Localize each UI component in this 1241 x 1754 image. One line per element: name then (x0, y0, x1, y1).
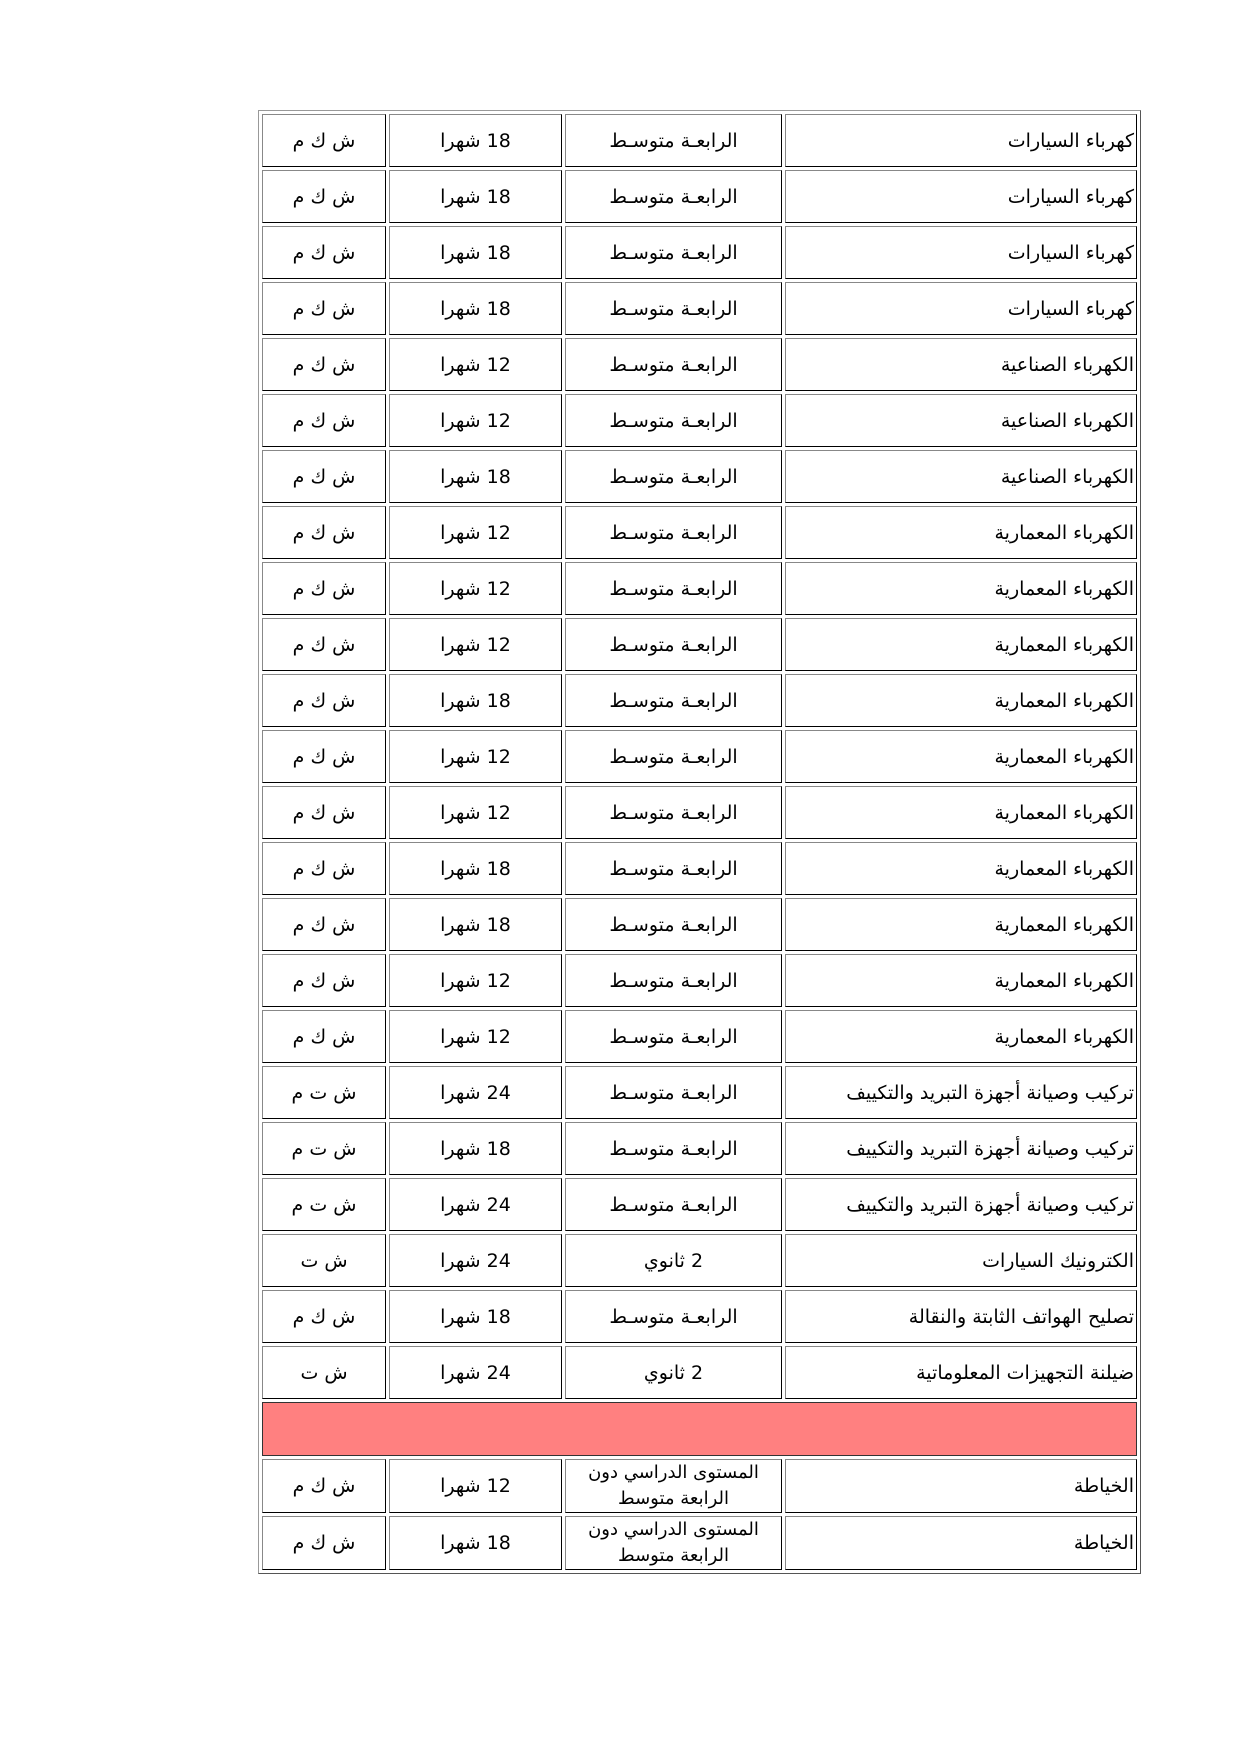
program-code-cell: ش ت (262, 1234, 386, 1287)
specialty-name-cell: الكترونيك السيارات (785, 1234, 1137, 1287)
specialty-name-cell: الكهرباء المعمارية (785, 954, 1137, 1007)
program-code-cell: ش ك م (262, 618, 386, 671)
program-code-cell: ش ك م (262, 954, 386, 1007)
required-level-cell: الرابعـة متوسـط (565, 842, 782, 895)
program-code-cell: ش ت م (262, 1066, 386, 1119)
duration-cell: 12 شهرا (389, 730, 562, 783)
table-row (262, 674, 1137, 727)
required-level-cell: الرابعـة متوسـط (565, 1066, 782, 1119)
table-row (262, 1459, 1137, 1513)
duration-cell: 12 شهرا (389, 1010, 562, 1063)
section-header-cell (262, 1402, 1137, 1456)
program-code-cell: ش ك م (262, 842, 386, 895)
program-code-cell: ش ك م (262, 506, 386, 559)
required-level-cell: الرابعـة متوسـط (565, 394, 782, 447)
required-level-cell: المستوى الدراسي دون الرابعة متوسط (565, 1459, 782, 1513)
required-level-cell: الرابعـة متوسـط (565, 1010, 782, 1063)
program-code-cell: ش ك م (262, 114, 386, 167)
program-code-cell: ش ك م (262, 674, 386, 727)
duration-cell: 18 شهرا (389, 226, 562, 279)
program-code-cell: ش ك م (262, 562, 386, 615)
required-level-cell: الرابعـة متوسـط (565, 730, 782, 783)
specialty-name-cell: تركيب وصيانة أجهزة التبريد والتكييف (785, 1122, 1137, 1175)
specialty-name-cell: كهرباء السيارات (785, 114, 1137, 167)
program-code-cell: ش ك م (262, 450, 386, 503)
document-page (258, 110, 1138, 1574)
program-code-cell: ش ك م (262, 1290, 386, 1343)
specialty-name-cell: الخياطة (785, 1459, 1137, 1513)
specialty-name-cell: ضيلنة التجهيزات المعلوماتية (785, 1346, 1137, 1399)
table-row (262, 394, 1137, 447)
training-programs-table (258, 110, 1141, 1574)
table-row (262, 338, 1137, 391)
table-row (262, 618, 1137, 671)
duration-cell: 12 شهرا (389, 338, 562, 391)
required-level-cell: الرابعـة متوسـط (565, 114, 782, 167)
specialty-name-cell: الكهرباء المعمارية (785, 562, 1137, 615)
program-code-cell: ش ك م (262, 394, 386, 447)
required-level-cell: الرابعـة متوسـط (565, 562, 782, 615)
duration-cell: 12 شهرا (389, 954, 562, 1007)
table-row (262, 282, 1137, 335)
required-level-cell: 2 ثانوي (565, 1346, 782, 1399)
required-level-cell: الرابعـة متوسـط (565, 954, 782, 1007)
specialty-name-cell: الكهرباء الصناعية (785, 394, 1137, 447)
specialty-name-cell: الكهرباء المعمارية (785, 898, 1137, 951)
required-level-cell: الرابعـة متوسـط (565, 338, 782, 391)
table-row (262, 1122, 1137, 1175)
specialty-name-cell: الخياطة (785, 1516, 1137, 1570)
duration-cell: 18 شهرا (389, 1122, 562, 1175)
table-row (262, 730, 1137, 783)
duration-cell: 18 شهرا (389, 1516, 562, 1570)
program-code-cell: ش ك م (262, 226, 386, 279)
table-row (262, 562, 1137, 615)
specialty-name-cell: الكهرباء المعمارية (785, 842, 1137, 895)
duration-cell: 12 شهرا (389, 786, 562, 839)
duration-cell: 18 شهرا (389, 450, 562, 503)
required-level-cell: الرابعـة متوسـط (565, 674, 782, 727)
table-row (262, 170, 1137, 223)
program-code-cell: ش ك م (262, 1459, 386, 1513)
duration-cell: 18 شهرا (389, 282, 562, 335)
program-code-cell: ش ت م (262, 1178, 386, 1231)
required-level-cell: الرابعـة متوسـط (565, 1178, 782, 1231)
table-row (262, 450, 1137, 503)
duration-cell: 18 شهرا (389, 170, 562, 223)
specialty-name-cell: الكهرباء المعمارية (785, 618, 1137, 671)
required-level-cell: الرابعـة متوسـط (565, 170, 782, 223)
required-level-cell: الرابعـة متوسـط (565, 898, 782, 951)
program-code-cell: ش ك م (262, 282, 386, 335)
table-row (262, 1066, 1137, 1119)
duration-cell: 18 شهرا (389, 898, 562, 951)
specialty-name-cell: الكهرباء المعمارية (785, 506, 1137, 559)
required-level-cell: الرابعـة متوسـط (565, 450, 782, 503)
table-row (262, 786, 1137, 839)
duration-cell: 12 شهرا (389, 506, 562, 559)
duration-cell: 24 شهرا (389, 1178, 562, 1231)
table-row (262, 1516, 1137, 1570)
table-row (262, 1010, 1137, 1063)
required-level-cell: 2 ثانوي (565, 1234, 782, 1287)
duration-cell: 18 شهرا (389, 1290, 562, 1343)
duration-cell: 12 شهرا (389, 394, 562, 447)
duration-cell: 12 شهرا (389, 1459, 562, 1513)
table-row (262, 842, 1137, 895)
program-code-cell: ش ك م (262, 338, 386, 391)
program-code-cell: ش ك م (262, 786, 386, 839)
program-code-cell: ش ك م (262, 1516, 386, 1570)
program-code-cell: ش ت (262, 1346, 386, 1399)
duration-cell: 24 شهرا (389, 1234, 562, 1287)
specialty-name-cell: الكهرباء المعمارية (785, 786, 1137, 839)
required-level-cell: الرابعـة متوسـط (565, 1122, 782, 1175)
required-level-cell: الرابعـة متوسـط (565, 226, 782, 279)
table-row (262, 114, 1137, 167)
program-code-cell: ش ك م (262, 730, 386, 783)
duration-cell: 12 شهرا (389, 562, 562, 615)
specialty-name-cell: الكهرباء المعمارية (785, 730, 1137, 783)
required-level-cell: الرابعـة متوسـط (565, 282, 782, 335)
duration-cell: 24 شهرا (389, 1066, 562, 1119)
table-row (262, 1234, 1137, 1287)
specialty-name-cell: كهرباء السيارات (785, 226, 1137, 279)
required-level-cell: المستوى الدراسي دون الرابعة متوسط (565, 1516, 782, 1570)
specialty-name-cell: تصليح الهواتف الثابتة والنقالة (785, 1290, 1137, 1343)
duration-cell: 18 شهرا (389, 114, 562, 167)
duration-cell: 24 شهرا (389, 1346, 562, 1399)
table-row (262, 506, 1137, 559)
required-level-cell: الرابعـة متوسـط (565, 786, 782, 839)
specialty-name-cell: تركيب وصيانة أجهزة التبريد والتكييف (785, 1066, 1137, 1119)
specialty-name-cell: الكهرباء المعمارية (785, 674, 1137, 727)
table-row (262, 1290, 1137, 1343)
specialty-name-cell: الكهرباء الصناعية (785, 338, 1137, 391)
program-code-cell: ش ك م (262, 170, 386, 223)
required-level-cell: الرابعـة متوسـط (565, 506, 782, 559)
required-level-cell: الرابعـة متوسـط (565, 1290, 782, 1343)
table-row (262, 1346, 1137, 1399)
required-level-cell: الرابعـة متوسـط (565, 618, 782, 671)
duration-cell: 12 شهرا (389, 618, 562, 671)
specialty-name-cell: تركيب وصيانة أجهزة التبريد والتكييف (785, 1178, 1137, 1231)
duration-cell: 18 شهرا (389, 842, 562, 895)
table-row (262, 226, 1137, 279)
specialty-name-cell: كهرباء السيارات (785, 170, 1137, 223)
specialty-name-cell: الكهرباء المعمارية (785, 1010, 1137, 1063)
table-row (262, 954, 1137, 1007)
table-row (262, 1178, 1137, 1231)
program-code-cell: ش ت م (262, 1122, 386, 1175)
section-header-row (262, 1402, 1137, 1456)
specialty-name-cell: الكهرباء الصناعية (785, 450, 1137, 503)
table-row (262, 898, 1137, 951)
program-code-cell: ش ك م (262, 1010, 386, 1063)
program-code-cell: ش ك م (262, 898, 386, 951)
duration-cell: 18 شهرا (389, 674, 562, 727)
specialty-name-cell: كهرباء السيارات (785, 282, 1137, 335)
table-body (262, 114, 1137, 1570)
